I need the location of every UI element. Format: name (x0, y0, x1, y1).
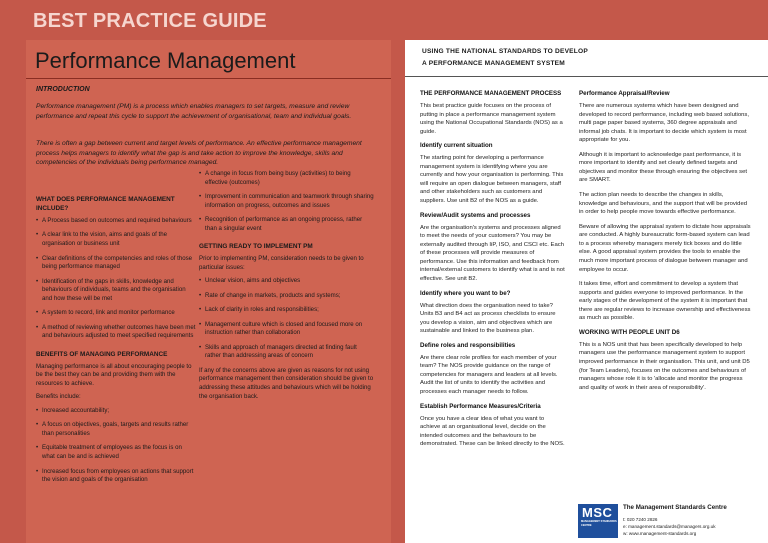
section-heading: Define roles and responsibilities (420, 341, 516, 349)
section-heading: Review/Audit systems and processes (420, 211, 531, 219)
section-paragraph: There are numerous systems which have been designed and developed to record performance, including web based solutions, multi page paper based systems, 360 degree appraisals and informal job chats. It is important to decide which system is most appropriate for you. (579, 102, 749, 144)
list-item: • Recognition of performance as an ongoing process, rather than a singular event (199, 216, 374, 233)
list-item: • Unclear vision, aims and objectives (199, 277, 374, 286)
list-item: • A Process based on outcomes and required behaviours (36, 217, 196, 226)
section-paragraph: Although it is important to acknowledge past performance, it is more important to identify and set clearly defined targets and objectives and monitor these through ensuring the objectives set are SMART. (579, 151, 747, 184)
right-column-2 (579, 84, 751, 398)
section-paragraph: What direction does the organisation need to take? Units B3 and B4 act as process checklists to ensure you develop a vision, aim and objectives which are sustainable and linked to the business plan. (420, 302, 556, 335)
section-heading: GETTING READY TO IMPLEMENT PM (199, 243, 313, 251)
section-heading: WORKING WITH PEOPLE UNIT D6 (579, 328, 680, 336)
section-heading: Establish Performance Measures/Criteria (420, 402, 541, 410)
contact-details (623, 516, 716, 537)
right-panel (405, 40, 768, 543)
section-paragraph: Are there clear role profiles for each member of your team? The NOS provide guidance on the range of competencies for managers and leaders at all levels. Audit the list of units to identify the activities and processes each manager needs to follow. (420, 354, 558, 395)
section-heading: BENEFITS OF MANAGING PERFORMANCE (36, 350, 168, 358)
page-title: Performance Management (35, 48, 296, 73)
section-paragraph: It takes time, effort and commitment to develop a system that supports and guides everyone to improved performance. In the early stages of the development of the system it is important that there are regular reviews to increase ownership and effectiveness as much as possible. (579, 281, 751, 322)
list-item: • A focus on objectives, goals, targets and results rather than personalities (36, 421, 196, 438)
right-column-1 (420, 84, 566, 455)
intro-paragraph-2: There is often a gap between current and target levels of performance. An effective performance management process helps managers to identify what the gap is and take action to improve the knowledge, skills and competencies of the individuals being performance managed. (36, 140, 362, 167)
list-item: • Management culture which is closed and focused more on instruction rather than collaboration (199, 321, 374, 338)
section-paragraph: Once you have a clear idea of what you want to achieve at an organisational level, decide on the intended outcomes and the behaviours to be demonstrated. These can be linked directly to the NOS. (420, 415, 565, 448)
section-heading: Performance Appraisal/Review (579, 90, 670, 97)
list-item: • Clear definitions of the competencies and roles of those being performance managed (36, 255, 196, 272)
ready-list (199, 277, 374, 361)
left-column-2 (199, 170, 374, 406)
organisation-name: The Management Standards Centre (623, 504, 727, 511)
ready-paragraph: Prior to implementing PM, consideration needs to be given to particular issues: (199, 255, 364, 271)
section-paragraph: This is a NOS unit that has been specifically developed to help managers use the performance management system to support improved performance in their organisation. This unit, and unit D5 (for Team Leaders), focuses on the outcomes and behaviours of managers whose role it is to 'allocate and monitor the progress and quality of work in their area of responsibility'. (579, 341, 750, 391)
msc-logo (578, 504, 618, 538)
divider (405, 76, 768, 77)
list-item: • A method of reviewing whether outcomes have been met and behaviours adjusted to meet specified requirements (36, 324, 196, 341)
what-list (36, 217, 196, 341)
logo-text: MSC (582, 505, 613, 520)
list-item: • A clear link to the vision, aims and goals of the organisation or business unit (36, 231, 196, 248)
list-item: • A system to record, link and monitor performance (36, 309, 196, 318)
ready-closing: If any of the concerns above are given as reasons for not using performance management then consideration should be given to addressing these attitudes and behaviours which will be holding the organisation back. (199, 366, 374, 400)
section-paragraph: Beware of allowing the appraisal system to dictate how appraisals are conducted. A highly bureaucratic form-based system can lead to a process whereby managers merely tick boxes and do little else. A good appraisal system provides the tools to enable the much more important process of dialogue between manager and employee to occur. (579, 223, 751, 273)
section-paragraph: Are the organisation's systems and processes aligned to meet the needs of your customers? You may be externally audited through IiP, ISO, and CSCI etc. Each of these processes will provide measures of performance. Use this information and feedback from internal/external customers to identify what is and is not effective. See unit B2. (420, 224, 565, 282)
right-heading (422, 46, 588, 70)
section-paragraph: The action plan needs to describe the changes in skills, knowledge and behaviours, and the support that will be provided in order to help people move towards effective performance. (579, 192, 747, 216)
left-panel (26, 40, 391, 543)
footer (578, 504, 758, 540)
phone-number: t: 020 7240 2826 (623, 517, 658, 522)
website-link[interactable]: w: www.management-standards.org (623, 531, 697, 537)
intro-paragraph-1: Performance management (PM) is a process which enables managers to set targets, measure and review performance and repeat this cycle to support the achievement of organisational, team and individual goals. (36, 103, 352, 120)
section-paragraph: The starting point for developing a performance management system is identifying where you are currently and how your organisation is performing. This will require an open dialogue between managers, staff and other stakeholders such as customers and suppliers. Use unit B2 of the NOS as a guide. (420, 155, 564, 205)
benefits-include: Benefits include: (36, 393, 81, 401)
section-heading: THE PERFORMANCE MANAGEMENT PROCESS (420, 90, 562, 97)
section-paragraph: This best practice guide focuses on the process of putting in place a performance management system using the National Occupational Standards (NOS) as a guide. (420, 102, 563, 135)
logo-subtext: MANAGEMENT STANDARDS CENTRE (581, 520, 617, 527)
list-item: • A change in focus from being busy (activities) to being effective (outcomes) (199, 170, 374, 187)
list-item: • Lack of clarity in roles and responsibilities; (199, 306, 374, 315)
benefits-list (36, 407, 196, 485)
list-item: • Improvement in communication and teamwork through sharing information on progress, outcomes and issues (199, 193, 374, 210)
list-item: • Increased focus from employees on actions that support the vision and goals of the organisation (36, 468, 196, 485)
list-item: • Rate of change in markets, products and systems; (199, 292, 374, 301)
list-item: • Increased accountability; (36, 407, 196, 416)
banner-title: BEST PRACTICE GUIDE (33, 10, 267, 32)
list-item: • Identification of the gaps in skills, knowledge and behaviours of individuals, teams and the organisation and how these will be met (36, 278, 196, 304)
section-heading: Identify where you want to be? (420, 289, 511, 297)
right-heading-line-1: USING THE NATIONAL STANDARDS TO DEVELOP (422, 48, 588, 55)
benefits-paragraph: Managing performance is all about encouraging people to be the best they can be and providing them with the resources to achieve. (36, 362, 192, 387)
section-heading: Identify current situation (420, 142, 493, 150)
intro-heading: INTRODUCTION (36, 86, 90, 93)
list-item: • Skills and approach of managers directed at finding fault rather than addressing areas of concern (199, 344, 374, 361)
left-column-1 (36, 192, 196, 491)
list-item: • Equitable treatment of employees as the focus is on what can be and is achieved (36, 444, 196, 461)
benefits-list-cont (199, 170, 374, 233)
section-heading: WHAT DOES PERFORMANCE MANAGEMENT INCLUDE? (36, 196, 175, 212)
right-heading-line-2: A PERFORMANCE MANAGEMENT SYSTEM (422, 59, 565, 67)
email-link[interactable]: e: management.standards@managers.org.uk (623, 524, 716, 530)
